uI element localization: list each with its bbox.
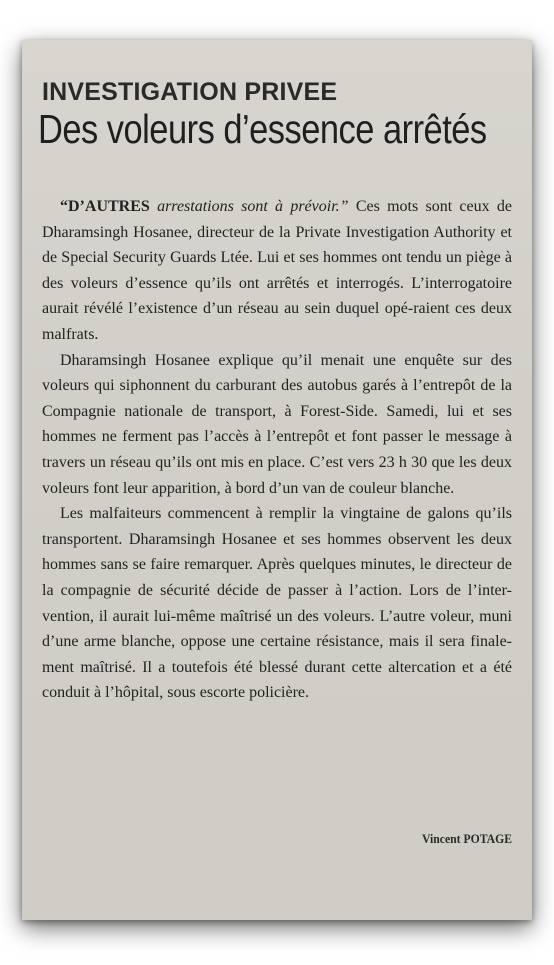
article-headline: Des voleurs d’essence arrêtés bbox=[38, 106, 487, 152]
article-kicker: INVESTIGATION PRIVEE bbox=[42, 78, 338, 106]
paragraph-3: Les malfaiteurs commencent à remplir la vingtaine de galons qu’ils transportent. Dharamsingh Hosanee et ses hommes observent les deux hommes sans se faire remarquer. Après quelques minutes, le directeur de la compagnie de sécurité décide de passer à l’action. Lors de l’inter-vention, il aurait lui-même maîtrisé un des voleurs. L’autre voleur, muni d’une arme blanche, oppose une certaine résistance, mais il sera finale-ment maîtrisé. Il a toutefois été blessé durant cette altercation et a été conduit à l’hôpital, sous escorte policière. bbox=[42, 505, 512, 702]
byline: Vincent POTAGE bbox=[421, 831, 512, 846]
article-body bbox=[42, 194, 512, 706]
lead-words: “D’AUTRES bbox=[60, 198, 150, 215]
paragraph-1 bbox=[42, 194, 512, 348]
paragraph-1-text: Ces mots sont ceux de Dharamsingh Hosanee, directeur de la Private Investigation Authority et de Special Security Guards Ltée. Lui et ses hommes ont tendu un piège à des voleurs d’essence qu’ils ont arrêtés et interrogés. L’interrogatoire aurait révélé l’existence d’un réseau au sein duquel opé-raient ces deux malfrats. bbox=[42, 198, 513, 343]
newspaper-clipping bbox=[22, 40, 532, 920]
lead-italic-quote: arrestations sont à prévoir.” bbox=[157, 198, 349, 215]
paragraph-2: Dharamsingh Hosanee explique qu’il menait une enquête sur des voleurs qui siphonnent du carburant des autobus garés à l’entrepôt de la Compagnie nationale de transport, à Forest-Side. Samedi, lui et ses hommes ne ferment pas l’accès à l’entrepôt et font passer le message à travers un réseau qu’ils ont mis en place. C’est vers 23 h 30 que les deux voleurs font leur apparition, à bord d’un van de couleur blanche. bbox=[42, 351, 512, 497]
